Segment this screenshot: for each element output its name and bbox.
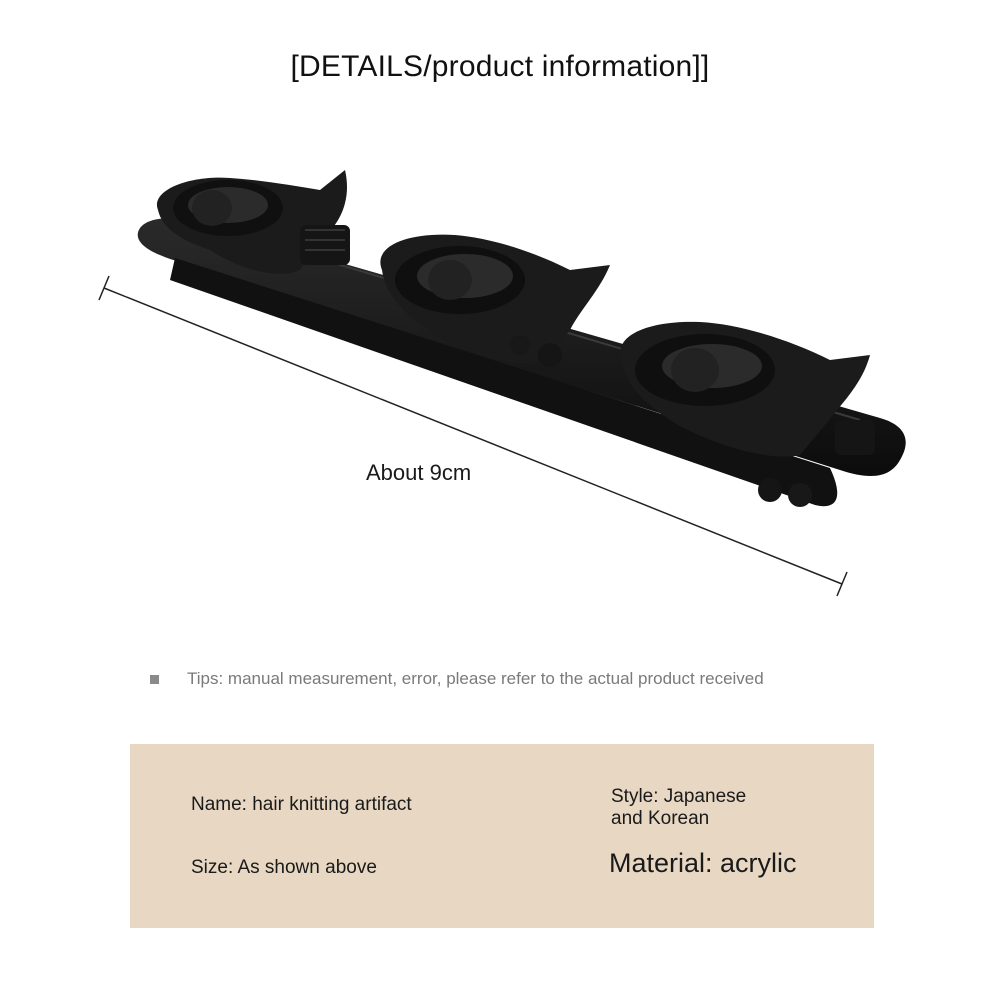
page-title: [DETAILS/product information]]: [290, 50, 710, 83]
tip-text: Tips: manual measurement, error, please refer to the actual product received: [187, 669, 764, 688]
product-style-line1: Style: Japanese: [611, 786, 747, 807]
product-name: Name: hair knitting artifact: [191, 794, 412, 815]
product-style-line2: and Korean: [611, 808, 710, 829]
product-style: [611, 786, 746, 830]
square-bullet-icon: [150, 675, 159, 684]
dimension-label: About 9cm: [366, 460, 472, 485]
product-size: Size: As shown above: [191, 857, 377, 878]
tip-row: [150, 668, 764, 690]
product-material: Material: acrylic: [609, 848, 797, 878]
product-info-panel: [130, 744, 874, 928]
